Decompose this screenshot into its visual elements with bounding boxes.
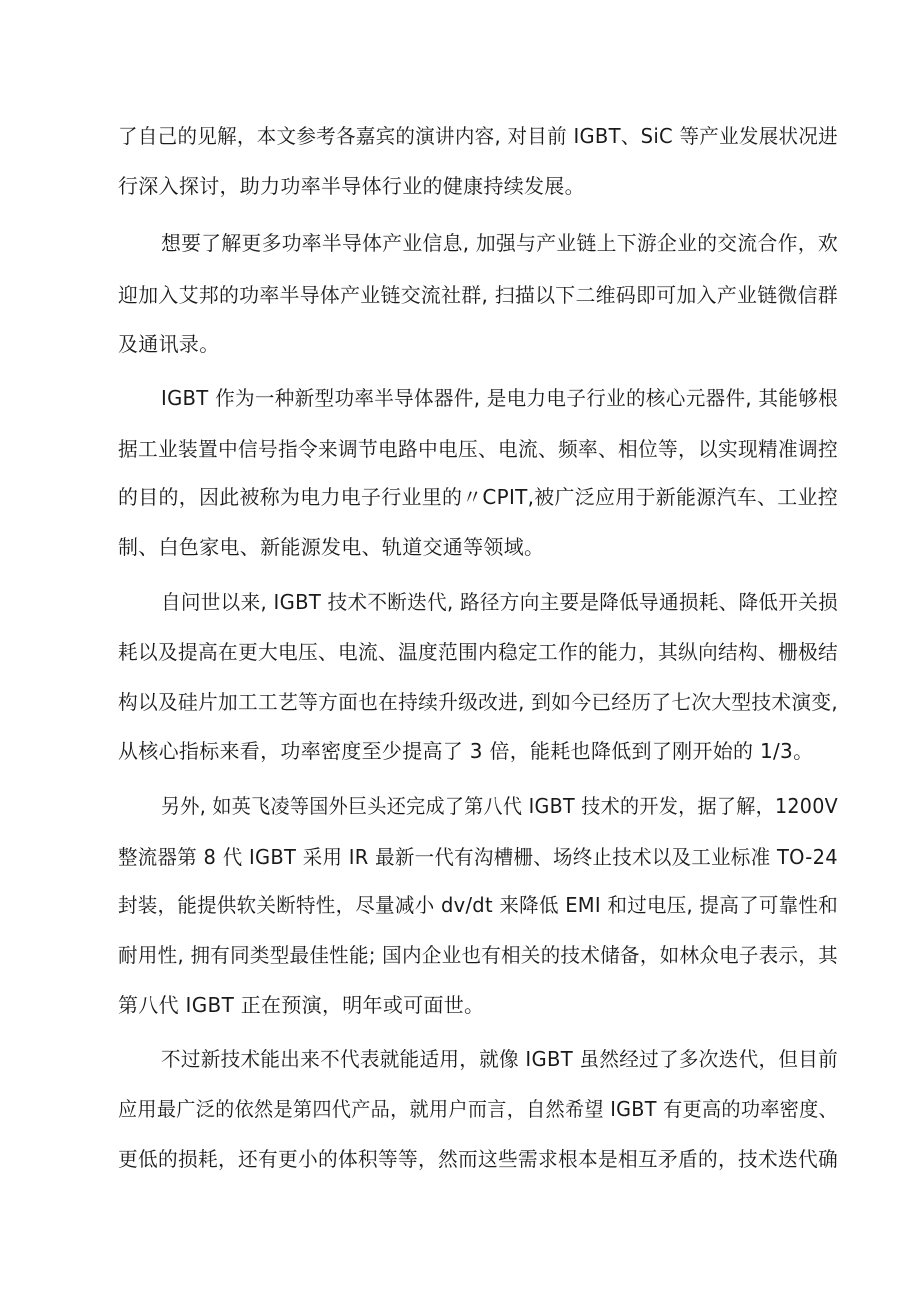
paragraph-5-line-5: 第八代 IGBT 正在预演，明年或可面世。 — [118, 993, 485, 1017]
paragraph-2-line-1: 想要了解更多功率半导体产业信息, 加强与产业链上下游企业的交流合作，欢 — [161, 231, 838, 255]
paragraph-5-line-1: 另外, 如英飞凌等国外巨头还完成了第八代 IGBT 技术的开发，据了解，1200V — [161, 794, 838, 818]
paragraph-1-line-1: 了自己的见解，本文参考各嘉宾的演讲内容, 对目前 IGBT、SiC 等产业发展状况进 — [118, 124, 838, 148]
paragraph-4-line-1: 自问世以来, IGBT 技术不断迭代, 路径方向主要是降低导通损耗、降低开关损 — [161, 590, 838, 614]
paragraph-2-line-2: 迎加入艾邦的功率半导体产业链交流社群, 扫描以下二维码即可加入产业链微信群 — [118, 283, 838, 307]
paragraph-5-line-3: 封装，能提供软关断特性，尽量减小 dv/dt 来降低 EMI 和过电压, 提高了可靠性和 — [118, 893, 838, 917]
paragraph-3-line-4: 制、白色家电、新能源发电、轨道交通等领域。 — [118, 535, 545, 559]
paragraph-3-line-3: 的目的，因此被称为电力电子行业里的〃CPIT,被广泛应用于新能源汽车、工业控 — [118, 485, 838, 509]
paragraph-4-line-3: 构以及硅片加工工艺等方面也在持续升级改进, 到如今已经历了七次大型技术演变, — [118, 690, 838, 714]
paragraph-4-line-4: 从核心指标来看，功率密度至少提高了 3 倍，能耗也降低到了刚开始的 1/3。 — [118, 739, 814, 763]
paragraph-4-line-2: 耗以及提高在更大电压、电流、温度范围内稳定工作的能力，其纵向结构、栅极结 — [118, 640, 838, 664]
paragraph-6-line-2: 应用最广泛的依然是第四代产品，就用户而言，自然希望 IGBT 有更高的功率密度、 — [118, 1097, 838, 1121]
paragraph-3-line-1: IGBT 作为一种新型功率半导体器件, 是电力电子行业的核心元器件, 其能够根 — [161, 386, 838, 410]
paragraph-5-line-4: 耐用性, 拥有同类型最佳性能; 国内企业也有相关的技术储备，如林众电子表示，其 — [118, 943, 838, 967]
paragraph-1-line-2: 行深入探讨，助力功率半导体行业的健康持续发展。 — [118, 174, 585, 198]
paragraph-5-line-2: 整流器第 8 代 IGBT 采用 IR 最新一代有沟槽栅、场终止技术以及工业标准 TO-24 — [118, 845, 838, 869]
paragraph-6-line-1: 不过新技术能出来不代表就能适用，就像 IGBT 虽然经过了多次迭代，但目前 — [161, 1047, 838, 1071]
paragraph-2-line-3: 及通讯录。 — [118, 332, 220, 356]
paragraph-6-line-3: 更低的损耗，还有更小的体积等等，然而这些需求根本是相互矛盾的，技术迭代确 — [118, 1147, 838, 1171]
paragraph-3-line-2: 据工业装置中信号指令来调节电路中电压、电流、频率、相位等，以实现精准调控 — [118, 437, 838, 461]
